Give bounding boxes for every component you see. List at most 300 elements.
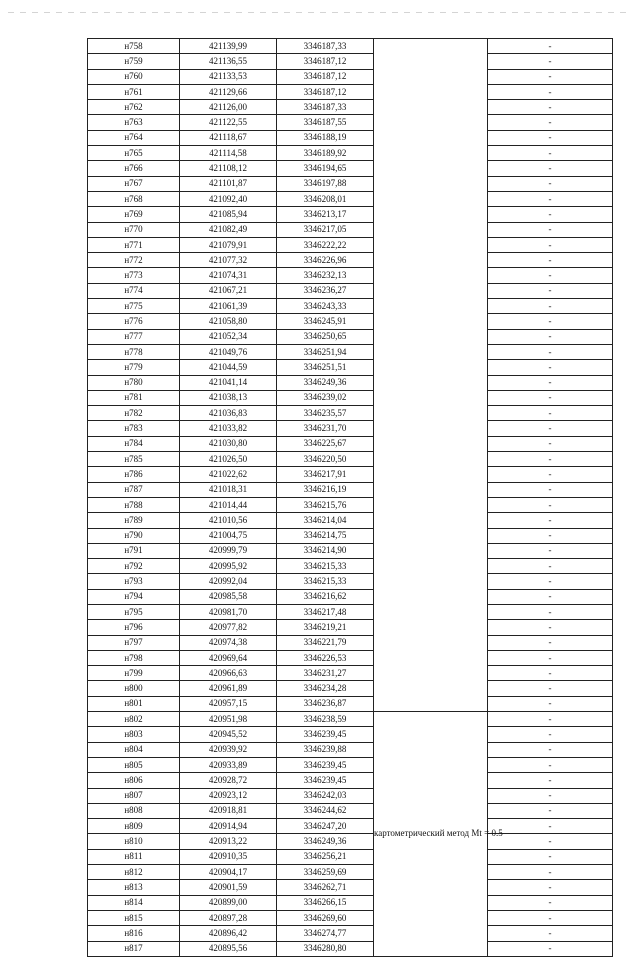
table-row [88,528,613,543]
point-name-cell: н758 [88,39,180,54]
point-name-cell: н811 [88,849,180,864]
y-coordinate-cell: 3346280,80 [277,941,374,956]
x-coordinate-cell: 420914,94 [180,819,277,834]
point-name-cell: н787 [88,482,180,497]
y-coordinate-cell: 3346189,92 [277,146,374,161]
y-coordinate-cell: 3346245,91 [277,314,374,329]
note-cell: - [488,543,613,558]
note-cell: - [488,559,613,574]
note-cell: - [488,528,613,543]
coordinates-table [87,38,613,957]
note-cell: - [488,452,613,467]
x-coordinate-cell: 420899,00 [180,895,277,910]
point-name-cell: н760 [88,69,180,84]
y-coordinate-cell: 3346239,45 [277,727,374,742]
point-name-cell: н777 [88,329,180,344]
x-coordinate-cell: 421033,82 [180,421,277,436]
y-coordinate-cell: 3346187,33 [277,39,374,54]
point-name-cell: н796 [88,620,180,635]
table-row [88,237,613,252]
y-coordinate-cell: 3346225,67 [277,436,374,451]
note-cell: - [488,620,613,635]
note-cell: - [488,329,613,344]
y-coordinate-cell: 3346244,62 [277,803,374,818]
point-name-cell: н797 [88,635,180,650]
note-cell: - [488,390,613,405]
x-coordinate-cell: 421077,32 [180,253,277,268]
point-name-cell: н814 [88,895,180,910]
y-coordinate-cell: 3346220,50 [277,452,374,467]
x-coordinate-cell: 421092,40 [180,191,277,206]
table-row [88,283,613,298]
table-row [88,635,613,650]
table-row [88,39,613,54]
note-cell: - [488,467,613,482]
x-coordinate-cell: 420904,17 [180,865,277,880]
x-coordinate-cell: 421004,75 [180,528,277,543]
x-coordinate-cell: 420923,12 [180,788,277,803]
point-name-cell: н812 [88,865,180,880]
point-name-cell: н773 [88,268,180,283]
y-coordinate-cell: 3346187,12 [277,69,374,84]
note-cell: - [488,727,613,742]
note-cell: - [488,895,613,910]
note-cell: - [488,406,613,421]
y-coordinate-cell: 3346256,21 [277,849,374,864]
table-row [88,253,613,268]
point-name-cell: н805 [88,757,180,772]
point-name-cell: н795 [88,604,180,619]
table-row [88,650,613,665]
table-row [88,849,613,864]
point-name-cell: н799 [88,666,180,681]
y-coordinate-cell: 3346269,60 [277,910,374,925]
note-cell: - [488,941,613,956]
note-cell: - [488,84,613,99]
y-coordinate-cell: 3346214,04 [277,513,374,528]
y-coordinate-cell: 3346215,33 [277,574,374,589]
x-coordinate-cell: 421126,00 [180,100,277,115]
table-row [88,130,613,145]
y-coordinate-cell: 3346239,45 [277,773,374,788]
y-coordinate-cell: 3346243,33 [277,299,374,314]
table-row [88,681,613,696]
point-name-cell: н761 [88,84,180,99]
point-name-cell: н780 [88,375,180,390]
note-cell: - [488,268,613,283]
table-row [88,773,613,788]
point-name-cell: н792 [88,559,180,574]
note-cell: - [488,39,613,54]
y-coordinate-cell: 3346239,88 [277,742,374,757]
x-coordinate-cell: 421079,91 [180,237,277,252]
note-cell: - [488,253,613,268]
y-coordinate-cell: 3346217,48 [277,604,374,619]
y-coordinate-cell: 3346262,71 [277,880,374,895]
point-name-cell: н810 [88,834,180,849]
y-coordinate-cell: 3346239,45 [277,757,374,772]
x-coordinate-cell: 420896,42 [180,926,277,941]
note-cell: - [488,207,613,222]
table-row [88,115,613,130]
x-coordinate-cell: 420951,98 [180,712,277,727]
note-cell: - [488,712,613,727]
table-row [88,834,613,849]
table-row [88,604,613,619]
y-coordinate-cell: 3346249,36 [277,375,374,390]
table-row [88,788,613,803]
note-cell: - [488,146,613,161]
x-coordinate-cell: 421036,83 [180,406,277,421]
note-cell: - [488,237,613,252]
y-coordinate-cell: 3346214,90 [277,543,374,558]
table-row [88,161,613,176]
table-row [88,620,613,635]
y-coordinate-cell: 3346217,05 [277,222,374,237]
x-coordinate-cell: 420933,89 [180,757,277,772]
y-coordinate-cell: 3346219,21 [277,620,374,635]
x-coordinate-cell: 421010,56 [180,513,277,528]
table-row [88,880,613,895]
table-row [88,452,613,467]
note-cell: - [488,360,613,375]
coordinates-table-body [88,39,613,957]
x-coordinate-cell: 421085,94 [180,207,277,222]
point-name-cell: н772 [88,253,180,268]
y-coordinate-cell: 3346251,51 [277,360,374,375]
y-coordinate-cell: 3346216,62 [277,589,374,604]
y-coordinate-cell: 3346214,75 [277,528,374,543]
point-name-cell: н762 [88,100,180,115]
table-row [88,467,613,482]
x-coordinate-cell: 421022,62 [180,467,277,482]
x-coordinate-cell: 421133,53 [180,69,277,84]
x-coordinate-cell: 421030,80 [180,436,277,451]
y-coordinate-cell: 3346208,01 [277,191,374,206]
point-name-cell: н776 [88,314,180,329]
note-cell: - [488,788,613,803]
table-row [88,757,613,772]
table-row [88,344,613,359]
y-coordinate-cell: 3346187,12 [277,54,374,69]
x-coordinate-cell: 421101,87 [180,176,277,191]
y-coordinate-cell: 3346187,33 [277,100,374,115]
table-row [88,742,613,757]
point-name-cell: н759 [88,54,180,69]
y-coordinate-cell: 3346213,17 [277,207,374,222]
x-coordinate-cell: 421082,49 [180,222,277,237]
point-name-cell: н808 [88,803,180,818]
note-cell: - [488,803,613,818]
table-row [88,941,613,956]
table-row [88,926,613,941]
note-cell: - [488,865,613,880]
x-coordinate-cell: 421058,80 [180,314,277,329]
note-cell: - [488,819,613,834]
point-name-cell: н813 [88,880,180,895]
note-cell: - [488,115,613,130]
point-name-cell: н803 [88,727,180,742]
x-coordinate-cell: 421136,55 [180,54,277,69]
note-cell: - [488,650,613,665]
table-row [88,54,613,69]
note-cell: - [488,635,613,650]
note-cell: - [488,742,613,757]
table-row [88,727,613,742]
y-coordinate-cell: 3346259,69 [277,865,374,880]
point-name-cell: н771 [88,237,180,252]
x-coordinate-cell: 421067,21 [180,283,277,298]
x-coordinate-cell: 421074,31 [180,268,277,283]
point-name-cell: н775 [88,299,180,314]
table-row [88,513,613,528]
point-name-cell: н783 [88,421,180,436]
table-row [88,910,613,925]
y-coordinate-cell: 3346266,15 [277,895,374,910]
x-coordinate-cell: 420995,92 [180,559,277,574]
x-coordinate-cell: 421108,12 [180,161,277,176]
point-name-cell: н765 [88,146,180,161]
point-name-cell: н815 [88,910,180,925]
note-cell: - [488,69,613,84]
point-name-cell: н791 [88,543,180,558]
y-coordinate-cell: 3346231,70 [277,421,374,436]
y-coordinate-cell: 3346236,27 [277,283,374,298]
table-row [88,712,613,727]
point-name-cell: н770 [88,222,180,237]
point-name-cell: н786 [88,467,180,482]
note-cell: - [488,757,613,772]
table-row [88,375,613,390]
method-cell: картометрический метод Mt = 0.5 [374,712,488,957]
x-coordinate-cell: 420985,58 [180,589,277,604]
y-coordinate-cell: 3346274,77 [277,926,374,941]
note-cell: - [488,283,613,298]
y-coordinate-cell: 3346216,19 [277,482,374,497]
note-cell: - [488,344,613,359]
y-coordinate-cell: 3346187,55 [277,115,374,130]
y-coordinate-cell: 3346217,91 [277,467,374,482]
point-name-cell: н801 [88,696,180,711]
x-coordinate-cell: 420961,89 [180,681,277,696]
x-coordinate-cell: 421061,39 [180,299,277,314]
note-cell: - [488,910,613,925]
x-coordinate-cell: 421122,55 [180,115,277,130]
note-cell: - [488,696,613,711]
x-coordinate-cell: 420913,22 [180,834,277,849]
x-coordinate-cell: 421118,67 [180,130,277,145]
note-cell: - [488,314,613,329]
y-coordinate-cell: 3346215,33 [277,559,374,574]
point-name-cell: н788 [88,497,180,512]
y-coordinate-cell: 3346234,28 [277,681,374,696]
y-coordinate-cell: 3346232,13 [277,268,374,283]
table-row [88,865,613,880]
y-coordinate-cell: 3346242,03 [277,788,374,803]
y-coordinate-cell: 3346247,20 [277,819,374,834]
note-cell: - [488,482,613,497]
x-coordinate-cell: 420945,52 [180,727,277,742]
note-cell: - [488,299,613,314]
table-row [88,574,613,589]
point-name-cell: н800 [88,681,180,696]
table-row [88,819,613,834]
table-row [88,100,613,115]
table-row [88,360,613,375]
point-name-cell: н764 [88,130,180,145]
point-name-cell: н817 [88,941,180,956]
x-coordinate-cell: 421049,76 [180,344,277,359]
x-coordinate-cell: 420999,79 [180,543,277,558]
x-coordinate-cell: 420974,38 [180,635,277,650]
x-coordinate-cell: 420928,72 [180,773,277,788]
y-coordinate-cell: 3346249,36 [277,834,374,849]
x-coordinate-cell: 420895,56 [180,941,277,956]
x-coordinate-cell: 420901,59 [180,880,277,895]
note-cell: - [488,161,613,176]
point-name-cell: н794 [88,589,180,604]
table-row [88,329,613,344]
scan-artifact-line [8,12,632,13]
y-coordinate-cell: 3346238,59 [277,712,374,727]
point-name-cell: н778 [88,344,180,359]
point-name-cell: н789 [88,513,180,528]
point-name-cell: н816 [88,926,180,941]
table-row [88,559,613,574]
note-cell: - [488,681,613,696]
point-name-cell: н790 [88,528,180,543]
x-coordinate-cell: 420939,92 [180,742,277,757]
table-row [88,696,613,711]
point-name-cell: н804 [88,742,180,757]
table-row [88,543,613,558]
table-row [88,191,613,206]
x-coordinate-cell: 421018,31 [180,482,277,497]
note-cell: - [488,54,613,69]
x-coordinate-cell: 420897,28 [180,910,277,925]
x-coordinate-cell: 421052,34 [180,329,277,344]
x-coordinate-cell: 420981,70 [180,604,277,619]
x-coordinate-cell: 421026,50 [180,452,277,467]
y-coordinate-cell: 3346231,27 [277,666,374,681]
table-row [88,314,613,329]
table-row [88,268,613,283]
y-coordinate-cell: 3346239,02 [277,390,374,405]
x-coordinate-cell: 421139,99 [180,39,277,54]
table-row [88,207,613,222]
y-coordinate-cell: 3346187,12 [277,84,374,99]
note-cell: - [488,574,613,589]
note-cell: - [488,666,613,681]
x-coordinate-cell: 421114,58 [180,146,277,161]
point-name-cell: н793 [88,574,180,589]
point-name-cell: н784 [88,436,180,451]
note-cell: - [488,421,613,436]
point-name-cell: н806 [88,773,180,788]
note-cell: - [488,773,613,788]
y-coordinate-cell: 3346188,19 [277,130,374,145]
table-row [88,176,613,191]
table-row [88,421,613,436]
point-name-cell: н769 [88,207,180,222]
x-coordinate-cell: 420977,82 [180,620,277,635]
x-coordinate-cell: 421041,14 [180,375,277,390]
method-cell [374,39,488,712]
x-coordinate-cell: 421038,13 [180,390,277,405]
x-coordinate-cell: 420992,04 [180,574,277,589]
note-cell: - [488,176,613,191]
table-row [88,222,613,237]
y-coordinate-cell: 3346251,94 [277,344,374,359]
table-row [88,895,613,910]
x-coordinate-cell: 420969,64 [180,650,277,665]
point-name-cell: н779 [88,360,180,375]
note-cell: - [488,513,613,528]
table-row [88,666,613,681]
note-cell: - [488,926,613,941]
table-row [88,436,613,451]
y-coordinate-cell: 3346226,96 [277,253,374,268]
point-name-cell: н798 [88,650,180,665]
note-cell: - [488,604,613,619]
y-coordinate-cell: 3346215,76 [277,497,374,512]
table-row [88,390,613,405]
y-coordinate-cell: 3346250,65 [277,329,374,344]
note-cell: - [488,497,613,512]
point-name-cell: н768 [88,191,180,206]
point-name-cell: н802 [88,712,180,727]
note-cell: - [488,880,613,895]
table-row [88,497,613,512]
y-coordinate-cell: 3346235,57 [277,406,374,421]
point-name-cell: н767 [88,176,180,191]
x-coordinate-cell: 421044,59 [180,360,277,375]
table-row [88,482,613,497]
table-row [88,803,613,818]
y-coordinate-cell: 3346197,88 [277,176,374,191]
note-cell: - [488,436,613,451]
x-coordinate-cell: 420966,63 [180,666,277,681]
table-row [88,146,613,161]
table-row [88,299,613,314]
note-cell: - [488,222,613,237]
y-coordinate-cell: 3346194,65 [277,161,374,176]
x-coordinate-cell: 420910,35 [180,849,277,864]
x-coordinate-cell: 421129,66 [180,84,277,99]
point-name-cell: н774 [88,283,180,298]
point-name-cell: н809 [88,819,180,834]
point-name-cell: н766 [88,161,180,176]
table-row [88,589,613,604]
note-cell: - [488,130,613,145]
x-coordinate-cell: 420957,15 [180,696,277,711]
y-coordinate-cell: 3346226,53 [277,650,374,665]
point-name-cell: н807 [88,788,180,803]
y-coordinate-cell: 3346222,22 [277,237,374,252]
note-cell: - [488,834,613,849]
note-cell: - [488,191,613,206]
x-coordinate-cell: 421014,44 [180,497,277,512]
table-row [88,69,613,84]
point-name-cell: н781 [88,390,180,405]
point-name-cell: н785 [88,452,180,467]
note-cell: - [488,100,613,115]
point-name-cell: н782 [88,406,180,421]
x-coordinate-cell: 420918,81 [180,803,277,818]
table-row [88,84,613,99]
y-coordinate-cell: 3346236,87 [277,696,374,711]
table-row [88,406,613,421]
